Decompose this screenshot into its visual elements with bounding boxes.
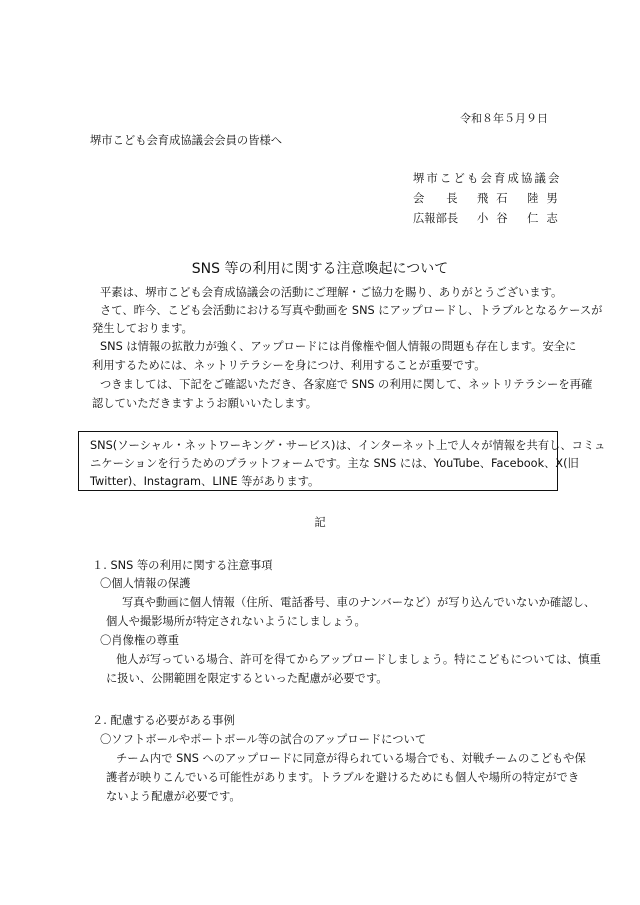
ki-marker: 記 (314, 516, 326, 529)
section-2-heading: ２. 配慮する必要がある事例 (92, 714, 235, 727)
intro-line: さて、昨今、こども会活動における写真や動画を SNS にアップロードし、トラブルとなるケースが (100, 304, 603, 317)
sender-organization: 堺市こども会育成協議会 (413, 172, 562, 185)
sender-role-pr: 広報部長 (413, 212, 459, 225)
document-date: 令和８年５月９日 (460, 112, 548, 125)
intro-line: 利用するためには、ネットリテラシーを身につけ、利用することが重要です。 (92, 359, 486, 372)
section-2-item-1-line: ないよう配慮が必要です。 (106, 790, 241, 803)
definition-line: Twitter)、Instagram、LINE 等があります。 (90, 475, 320, 488)
sender-row-chair (413, 190, 566, 206)
definition-line: SNS(ソーシャル・ネットワーキング・サービス)は、インターネット上で人々が情報を共有し、コミュ (90, 439, 606, 452)
section-1-item-2-label: 〇肖像権の尊重 (100, 634, 180, 647)
sender-role-chair: 会長 (413, 192, 480, 205)
section-1-item-1-line: 個人や撮影場所が特定されないようにしましょう。 (106, 615, 366, 628)
intro-line: 認していただきますようお願いいたします。 (92, 397, 318, 410)
intro-line: 平素は、堺市こども会育成協議会の活動にご理解・ご協力を賜り、ありがとうございます。 (100, 286, 563, 299)
intro-line: SNS は情報の拡散力が強く、アップロードには肖像権や個人情報の問題も存在します。安全に (100, 340, 577, 353)
section-2-item-1-line: 護者が映りこんでいる可能性があります。トラブルを避けるためにも個人や場所の特定ができ (106, 771, 580, 784)
definition-line: ニケーションを行うためのプラットフォームです。主な SNS には、YouTube、Facebook、X(旧 (90, 457, 579, 470)
section-1-item-1-label: 〇個人情報の保護 (100, 577, 191, 590)
addressee: 堺市こども会育成協議会会員の皆様へ (90, 134, 283, 147)
intro-line: 発生しております。 (92, 322, 193, 335)
sender-name-chair: 飛石 陸男 (477, 192, 566, 205)
sender-name-pr: 小谷 仁志 (477, 212, 566, 225)
section-1-item-2-line: 他人が写っている場合、許可を得てからアップロードしましょう。特にこどもについては、慎重 (116, 653, 601, 666)
sender-row-pr (413, 210, 566, 226)
intro-line: つきましては、下記をご確認いただき、各家庭で SNS の利用に関して、ネットリテラシーを再確 (100, 378, 593, 391)
section-1-heading: １. SNS 等の利用に関する注意事項 (92, 559, 273, 572)
section-1-item-2-line: に扱い、公開範囲を限定するといった配慮が必要です。 (106, 672, 388, 685)
section-2-item-1-label: 〇ソフトボールやポートボール等の試合のアップロードについて (100, 733, 427, 746)
document-title: SNS 等の利用に関する注意喚起について (191, 261, 449, 277)
section-1-item-1-line: 写真や動画に個人情報（住所、電話番号、車のナンバーなど）が写り込んでいないか確認し、 (122, 596, 596, 609)
section-2-item-1-line: チーム内で SNS へのアップロードに同意が得られている場合でも、対戦チームのこどもや保 (116, 752, 586, 765)
